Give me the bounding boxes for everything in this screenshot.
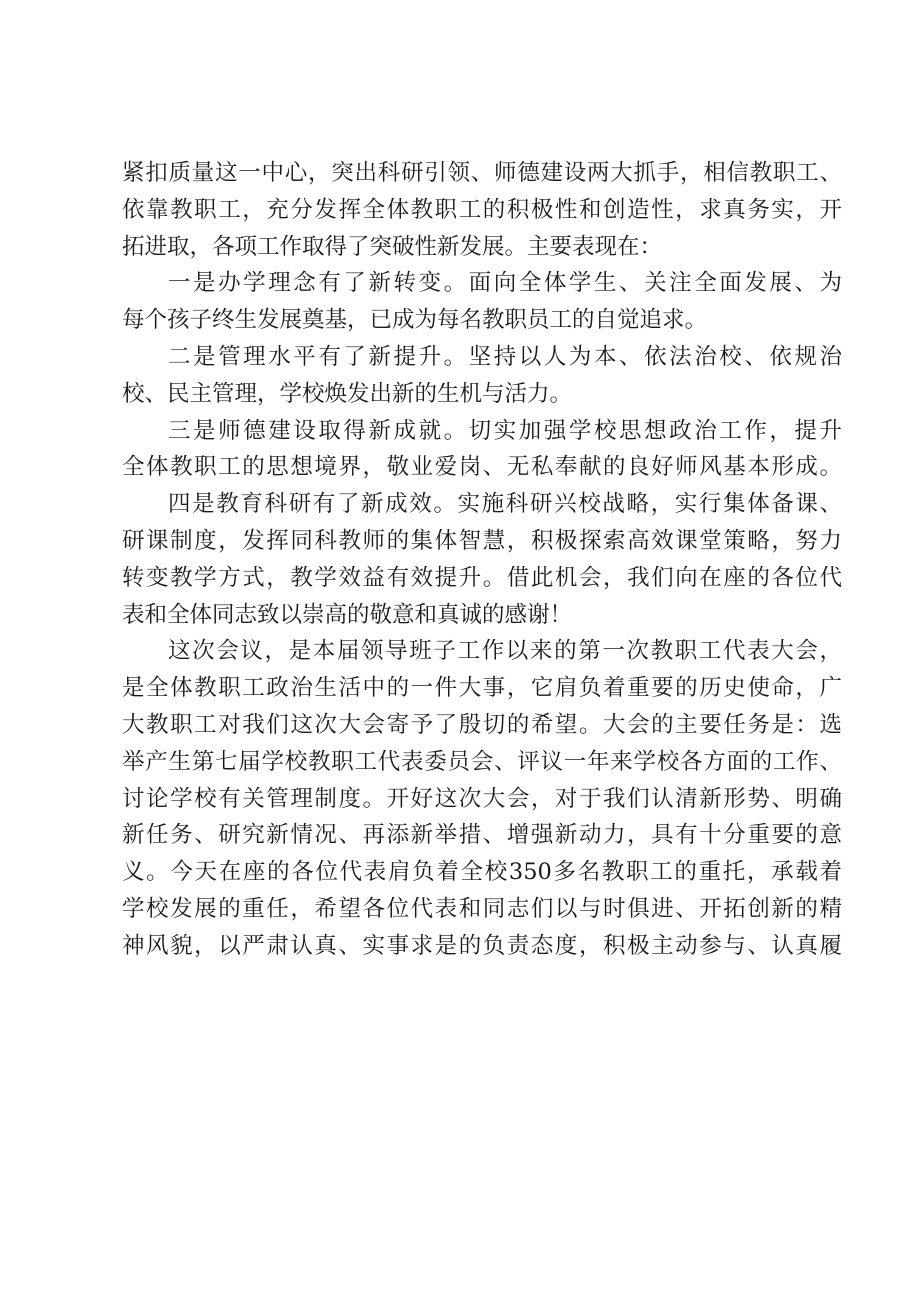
text-line: 新任务、研究新情况、再添新举措、增强新动力，具有十分重要的意 — [122, 822, 842, 849]
text-line: 转变教学方式，教学效益有效提升。借此机会，我们向在座的各位代 — [122, 564, 842, 591]
document-body — [122, 155, 842, 965]
text-line: 全体教职工的思想境界，敬业爱岗、无私奉献的良好师风基本形成。 — [122, 454, 842, 481]
paragraph-start-line: 这次会议，是本届领导班子工作以来的第一次教职工代表大会， — [168, 638, 842, 665]
text-line: 表和全体同志致以崇高的敬意和真诚的感谢！ — [122, 601, 573, 628]
paragraph-start-line: 三是师德建设取得新成就。切实加强学校思想政治工作，提升 — [168, 417, 842, 444]
text-line: 研课制度，发挥同科教师的集体智慧，积极探索高效课堂策略，努力 — [122, 527, 842, 554]
text-line: 讨论学校有关管理制度。开好这次大会，对于我们认清新形势、明确 — [122, 785, 842, 812]
text-line: 是全体教职工政治生活中的一件大事，它肩负着重要的历史使命，广 — [122, 675, 842, 702]
paragraph-start-line: 四是教育科研有了新成效。实施科研兴校战略，实行集体备课、 — [168, 491, 842, 518]
text-line: 大教职工对我们这次大会寄予了殷切的希望。大会的主要任务是：选 — [122, 711, 842, 738]
text-line: 校、民主管理，学校焕发出新的生机与活力。 — [122, 380, 573, 407]
text-line: 依靠教职工，充分发挥全体教职工的积极性和创造性，求真务实，开 — [122, 196, 842, 223]
text-line: 义。今天在座的各位代表肩负着全校350多名教职工的重托，承载着 — [122, 859, 842, 886]
text-line: 举产生第七届学校教职工代表委员会、评议一年来学校各方面的工作、 — [122, 748, 842, 775]
text-line: 神风貌，以严肃认真、实事求是的负责态度，积极主动参与、认真履 — [122, 932, 842, 959]
text-line: 紧扣质量这一中心，突出科研引领、师德建设两大抓手，相信教职工、 — [122, 160, 842, 186]
text-line: 每个孩子终生发展奠基，已成为每名教职员工的自觉追求。 — [122, 307, 708, 334]
text-line: 学校发展的重任，希望各位代表和同志们以与时俱进、开拓创新的精 — [122, 895, 842, 922]
paragraph-start-line: 二是管理水平有了新提升。坚持以人为本、依法治校、依规治 — [168, 343, 842, 370]
text-line: 拓进取，各项工作取得了突破性新发展。主要表现在： — [122, 233, 663, 260]
paragraph-start-line: 一是办学理念有了新转变。面向全体学生、关注全面发展、为 — [168, 270, 842, 297]
